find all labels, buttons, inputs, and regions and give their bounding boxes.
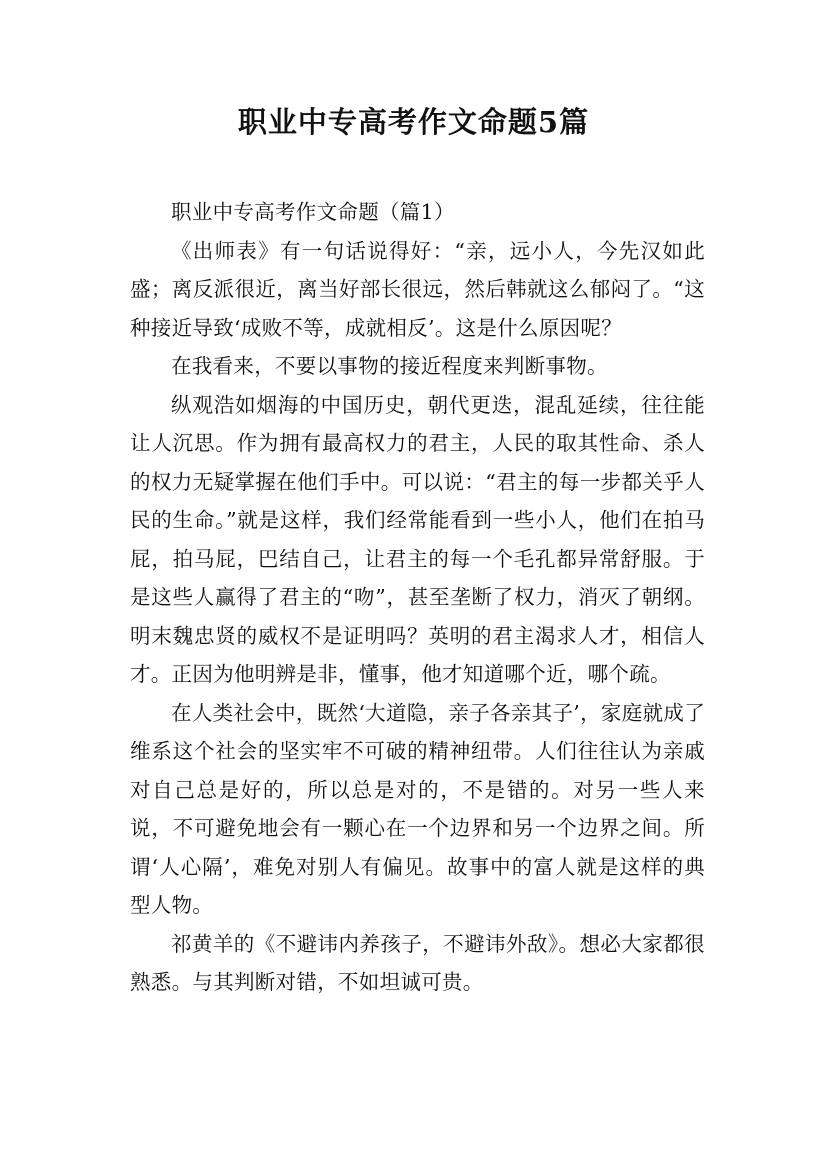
- paragraph: 祁黄羊的《不避讳内养孩子，不避讳外敌》。想必大家都很熟悉。与其判断对错，不如坦诚可贵。: [130, 931, 705, 994]
- section-heading: 职业中专高考作文命题（篇1）: [171, 200, 455, 224]
- document-title: 职业中专高考作文命题5篇: [237, 105, 590, 139]
- document-body: [130, 193, 705, 1002]
- paragraph: 《出师表》有一句话说得好：“亲，远小人，今先汉如此盛；离反派很近，离当好部长很远，然后韩就这么郁闷了。“这种接近导致‘成败不等，成就相反’。这是什么原因呢？: [130, 238, 705, 340]
- paragraph: 在人类社会中，既然‘大道隐，亲子各亲其子’，家庭就成了维系这个社会的坚实牢不可破的精神纽带。人们往往认为亲戚对自己总是好的，所以总是对的，不是错的。对另一些人来说，不可避免地会有一颗心在一个边界和另一个边界之间。所谓‘人心隔’，难免对别人有偏见。故事中的富人就是这样的典型人物。: [130, 700, 705, 917]
- paragraph: 在我看来，不要以事物的接近程度来判断事物。: [171, 354, 608, 378]
- paragraph: 纵观浩如烟海的中国历史，朝代更迭，混乱延续，往往能让人沉思。作为拥有最高权力的君主，人民的取其性命、杀人的权力无疑掌握在他们手中。可以说：“君主的每一步都关乎人民的生命。”就是这样，我们经常能看到一些小人，他们在拍马屁，拍马屁，巴结自己，让君主的每一个毛孔都异常舒服。于是这些人赢得了君主的“吻”，甚至垄断了权力，消灭了朝纲。明末魏忠贤的威权不是证明吗？英明的君主渴求人才，相信人才。正因为他明辨是非，懂事，他才知道哪个近，哪个疏。: [130, 392, 705, 686]
